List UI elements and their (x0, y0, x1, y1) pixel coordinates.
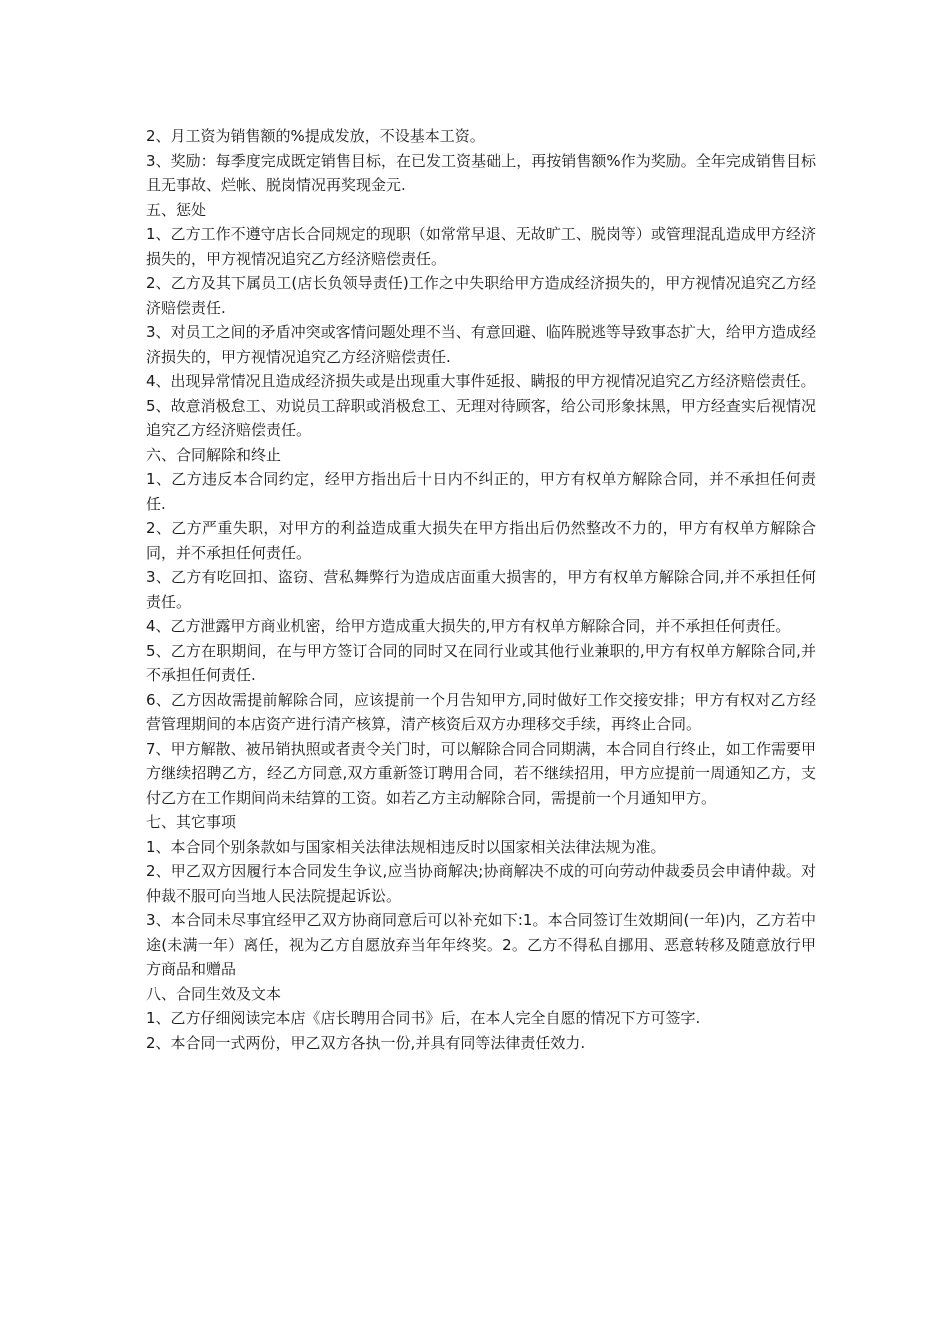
section-heading: 六、合同解除和终止 (146, 445, 282, 464)
clause-paragraph: 2、甲乙双方因履行本合同发生争议,应当协商解决;协商解决不成的可向劳动仲裁委员会申请仲裁。对仲裁不服可向当地人民法院提起诉讼。 (146, 862, 816, 905)
clause-paragraph: 7、甲方解散、被吊销执照或者责令关门时，可以解除合同合同期满，本合同自行终止，如工作需要甲方继续招聘乙方，经乙方同意,双方重新签订聘用合同，若不继续招用，甲方应提前一周通知乙方，支付乙方在工作期间尚未结算的工资。如若乙方主动解除合同，需提前一个月通知甲方。 (146, 739, 816, 807)
clause-paragraph: 4、出现异常情况且造成经济损失或是出现重大事件延报、瞒报的甲方视情况追究乙方经济赔偿责任。 (146, 372, 816, 390)
clause-paragraph: 1、乙方工作不遵守店长合同规定的现职（如常常早退、无故旷工、脱岗等）或管理混乱造成甲方经济损失的，甲方视情况追究乙方经济赔偿责任。 (146, 225, 816, 268)
clause-paragraph: 4、乙方泄露甲方商业机密，给甲方造成重大损失的,甲方有权单方解除合同，并不承担任何责任。 (146, 617, 791, 635)
clause-paragraph: 2、乙方严重失职，对甲方的利益造成重大损失在甲方指出后仍然整改不力的，甲方有权单方解除合同，并不承担任何责任。 (146, 519, 816, 562)
clause-paragraph: 6、乙方因故需提前解除合同，应该提前一个月告知甲方,同时做好工作交接安排；甲方有权对乙方经营管理期间的本店资产进行清产核算，清产核资后双方办理移交手续，再终止合同。 (146, 690, 816, 733)
clause-paragraph: 2、本合同一式两份，甲乙双方各执一份,并具有同等法律责任效力. (146, 1033, 586, 1052)
clause-paragraph: 5、乙方在职期间，在与甲方签订合同的同时又在同行业或其他行业兼职的,甲方有权单方解除合同,并不承担任何责任. (146, 641, 816, 684)
clause-paragraph: 1、乙方仔细阅读完本店《店长聘用合同书》后，在本人完全自愿的情况下方可签字. (146, 1009, 701, 1027)
clause-paragraph: 5、故意消极怠工、劝说员工辞职或消极怠工、无理对待顾客，给公司形象抹黑，甲方经查实后视情况追究乙方经济赔偿责任。 (146, 396, 816, 439)
section-heading: 五、惩处 (146, 200, 207, 219)
document-body (146, 124, 816, 1055)
clause-paragraph: 3、对员工之间的矛盾冲突或客情问题处理不当、有意回避、临阵脱逃等导致事态扩大，给甲方造成经济损失的，甲方视情况追究乙方经济赔偿责任. (146, 323, 816, 366)
clause-paragraph: 1、乙方违反本合同约定，经甲方指出后十日内不纠正的，甲方有权单方解除合同，并不承担任何责任. (146, 470, 816, 513)
clause-paragraph: 3、奖励：每季度完成既定销售目标，在已发工资基础上，再按销售额%作为奖励。全年完成销售目标且无事故、烂帐、脱岗情况再奖现金元. (146, 151, 816, 194)
clause-paragraph: 2、月工资为销售额的%提成发放，不设基本工资。 (146, 127, 485, 145)
clause-paragraph: 3、乙方有吃回扣、盗窃、营私舞弊行为造成店面重大损害的，甲方有权单方解除合同,并不承担任何责任。 (146, 568, 816, 611)
clause-paragraph: 2、乙方及其下属员工(店长负领导责任)工作之中失职给甲方造成经济损失的，甲方视情况追究乙方经济赔偿责任. (146, 274, 816, 317)
section-heading: 七、其它事项 (146, 813, 237, 831)
clause-paragraph: 3、本合同未尽事宜经甲乙双方协商同意后可以补充如下:1。本合同签订生效期间(一年)内，乙方若中途(未满一年）离任，视为乙方自愿放弃当年年终奖。2。乙方不得私自挪用、恶意转移及随意放行甲方商品和赠品 (146, 911, 816, 978)
clause-paragraph: 1、本合同个别条款如与国家相关法律法规相违反时以国家相关法律法规为准。 (146, 837, 666, 856)
section-heading: 八、合同生效及文本 (146, 984, 282, 1003)
